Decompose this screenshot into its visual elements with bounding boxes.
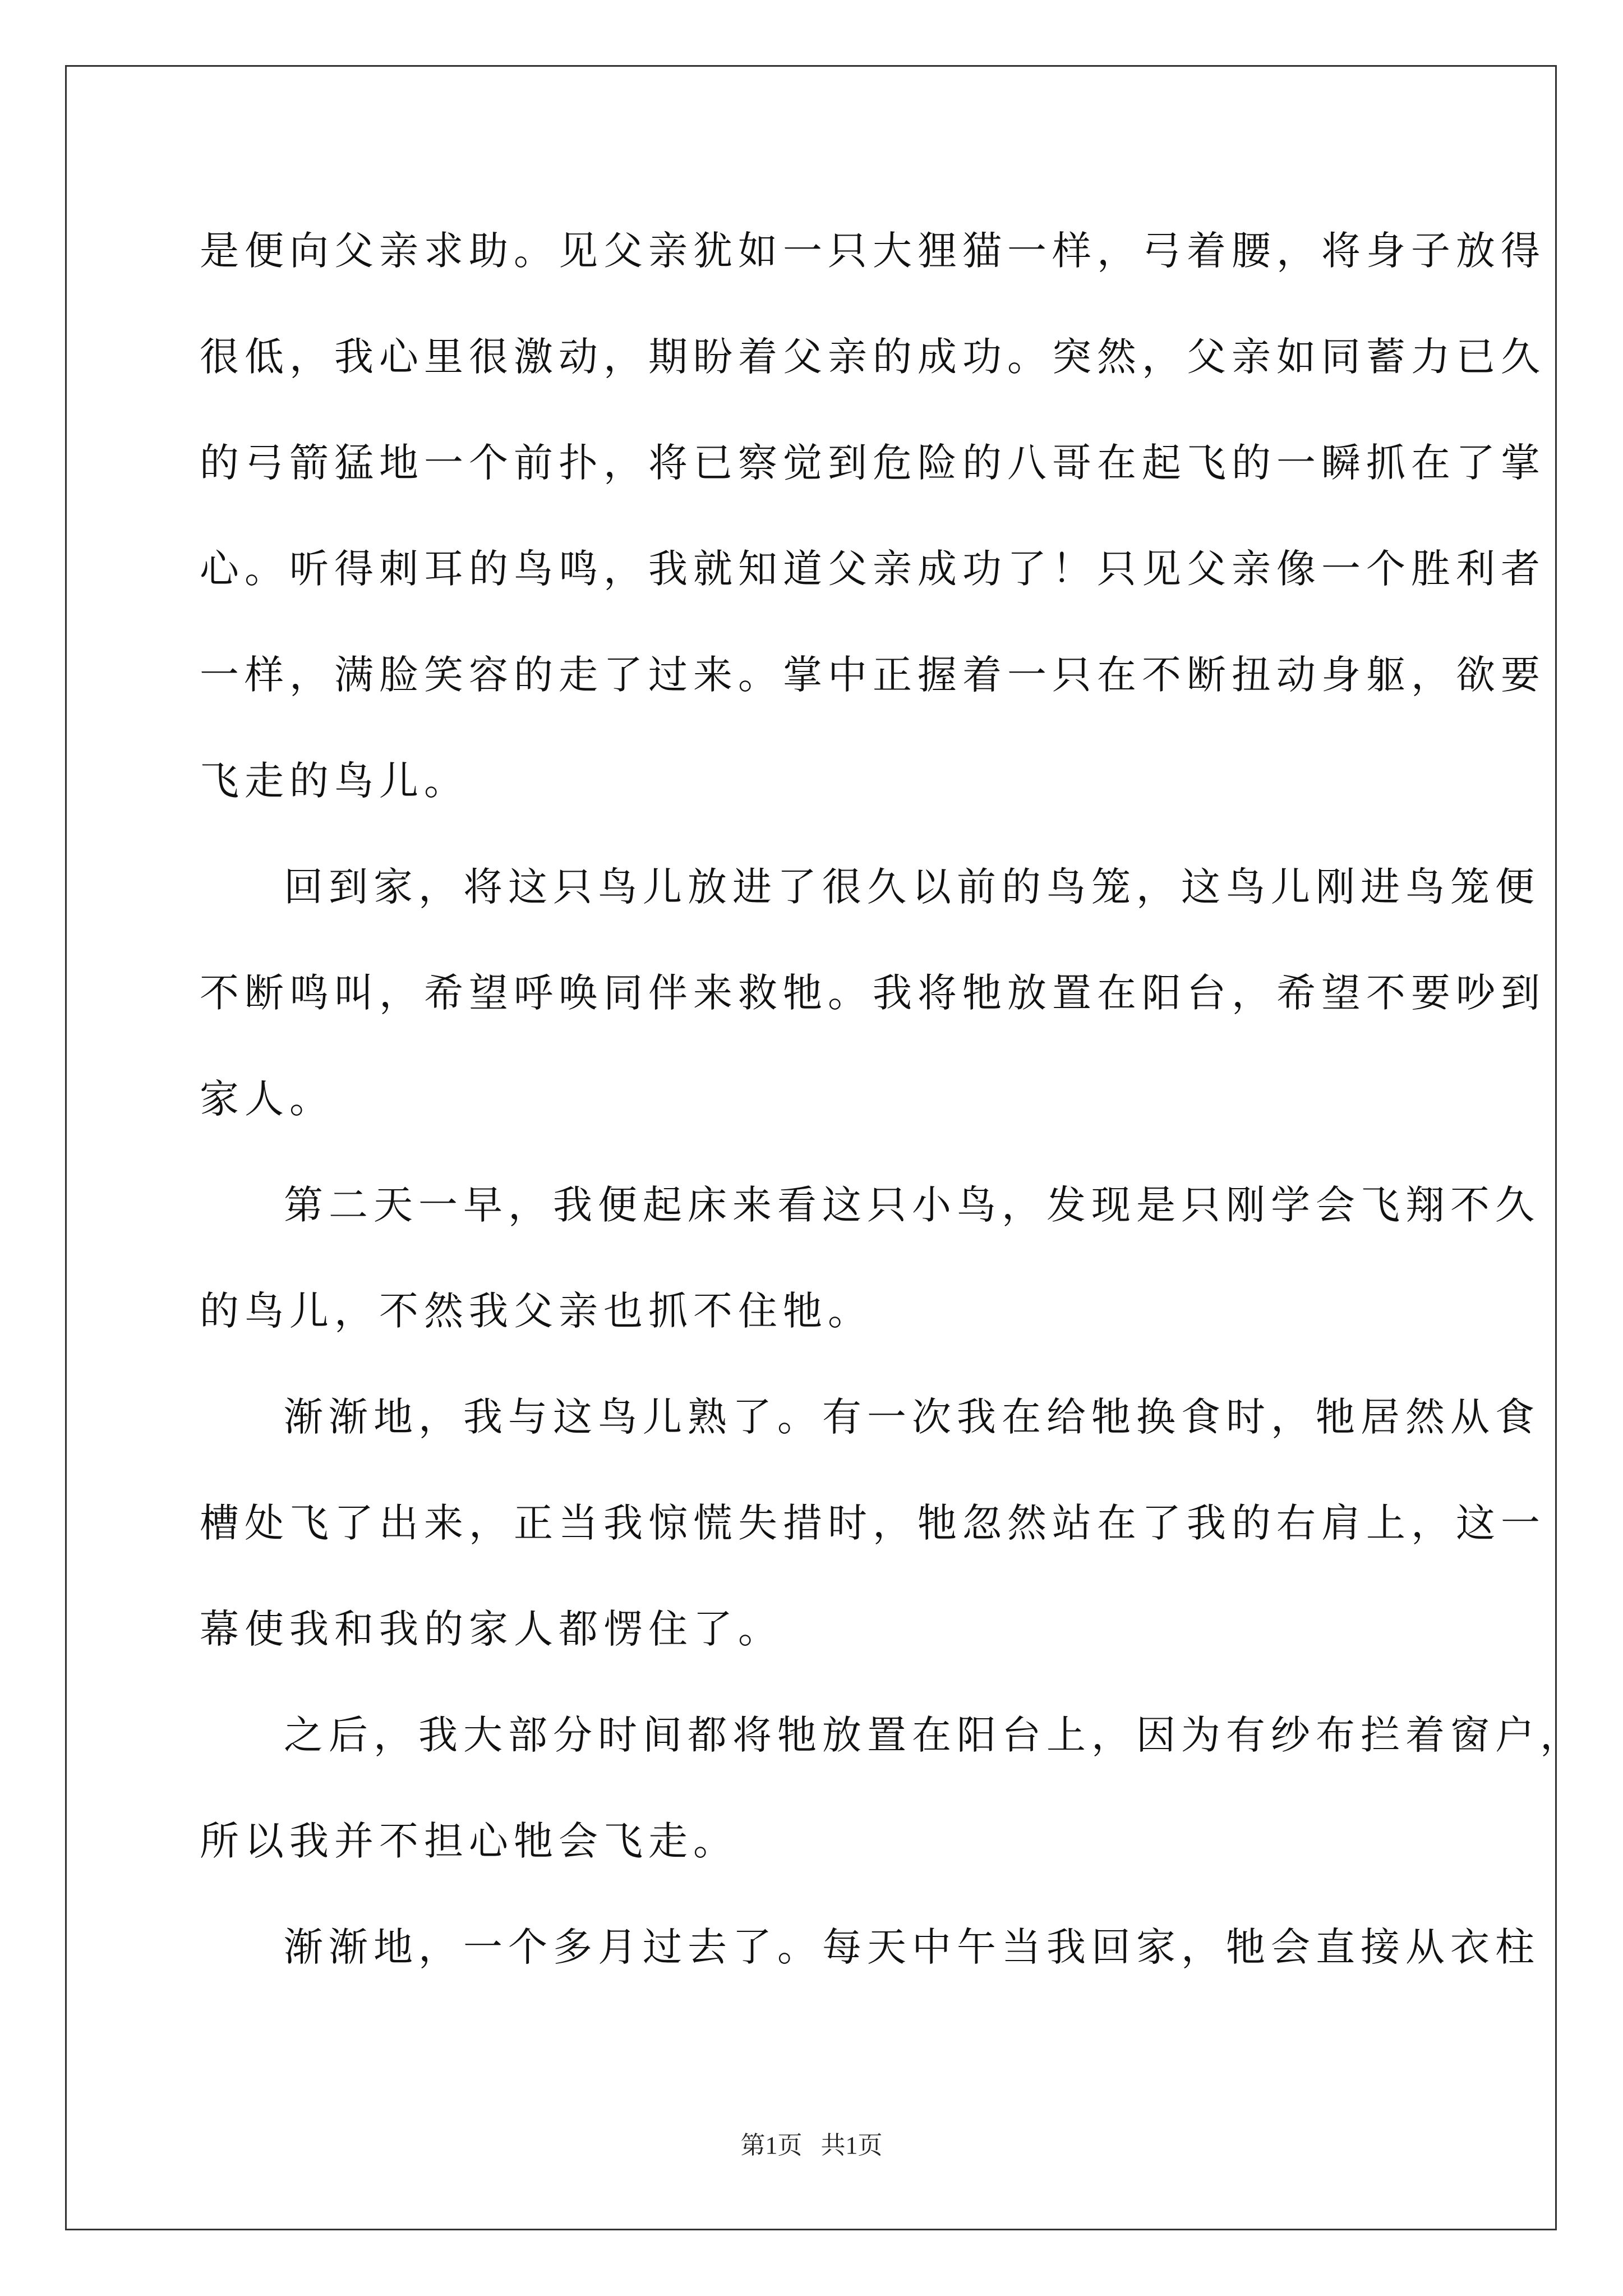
text-line: 第二天一早，我便起床来看这只小鸟，发现是只刚学会飞翔不久: [284, 1182, 1540, 1228]
text-line: 很低，我心里很激动，期盼着父亲的成功。突然，父亲如同蓄力已久: [200, 334, 1546, 380]
text-line: 心。听得刺耳的鸟鸣，我就知道父亲成功了！只见父亲像一个胜利者: [200, 546, 1546, 592]
text-line: 是便向父亲求助。见父亲犹如一只大狸猫一样，弓着腰，将身子放得: [200, 228, 1546, 274]
text-line: 一样，满脸笑容的走了过来。掌中正握着一只在不断扭动身躯，欲要: [200, 652, 1546, 698]
text-line: 槽处飞了出来，正当我惊慌失措时，牠忽然站在了我的右肩上，这一: [200, 1500, 1546, 1546]
text-line: 飞走的鸟儿。: [200, 758, 469, 804]
text-line: 的弓箭猛地一个前扑，将已察觉到危险的八哥在起飞的一瞬抓在了掌: [200, 440, 1546, 486]
text-line: 所以我并不担心牠会飞走。: [200, 1818, 738, 1864]
text-line: 回到家，将这只鸟儿放进了很久以前的鸟笼，这鸟儿刚进鸟笼便: [284, 864, 1540, 910]
text-line: 的鸟儿，不然我父亲也抓不住牠。: [200, 1288, 873, 1334]
page-footer: 第1页 共1页: [740, 2132, 883, 2159]
text-line: 幕使我和我的家人都愣住了。: [200, 1606, 783, 1652]
text-line: 渐渐地，我与这鸟儿熟了。有一次我在给牠换食时，牠居然从食: [284, 1394, 1540, 1440]
text-line: 家人。: [200, 1076, 334, 1122]
document-body: [200, 220, 1585, 2022]
text-line: 不断鸣叫，希望呼唤同伴来救牠。我将牠放置在阳台，希望不要吵到: [200, 970, 1546, 1016]
text-line: 之后，我大部分时间都将牠放置在阳台上，因为有纱布拦着窗户，: [284, 1712, 1585, 1758]
text-line: 渐渐地，一个多月过去了。每天中午当我回家，牠会直接从衣柱: [284, 1924, 1540, 1970]
